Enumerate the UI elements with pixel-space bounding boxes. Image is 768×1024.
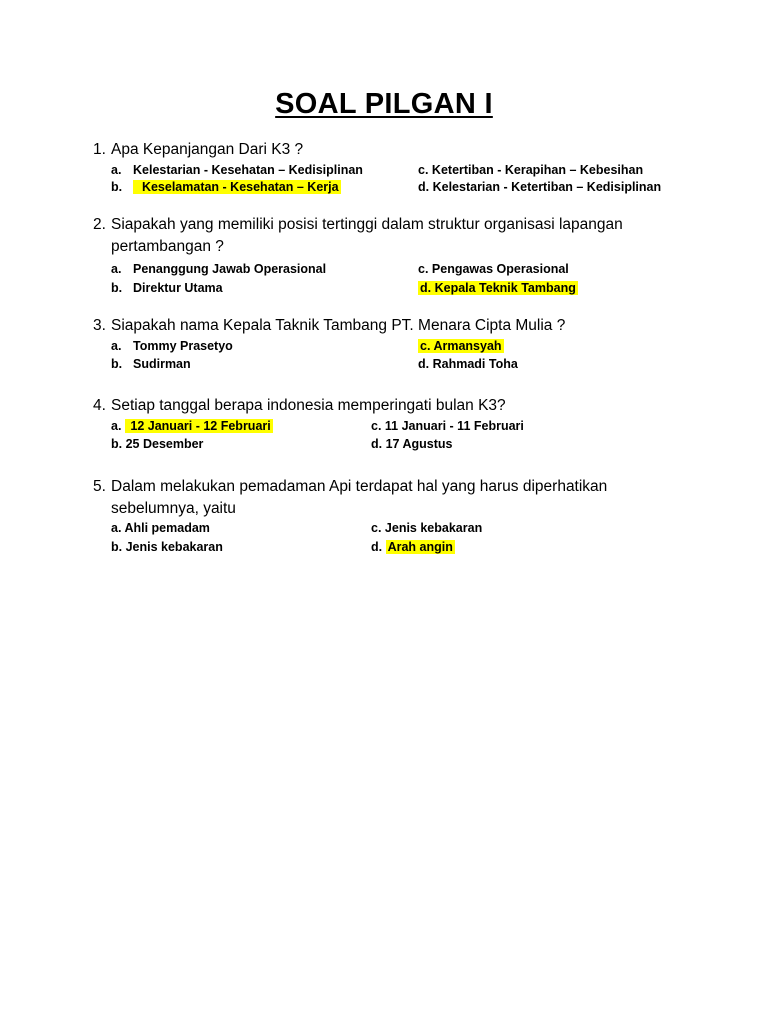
option-letter: b. [111, 180, 123, 194]
question-1 [93, 139, 673, 161]
option-text-highlighted: Kepala Teknik Tambang [434, 281, 576, 295]
option-letter: d. [420, 281, 432, 295]
question-5 [93, 476, 673, 520]
option-a [111, 520, 210, 536]
option-letter: c. [371, 419, 382, 433]
option-text: Rahmadi Toha [432, 357, 518, 371]
option-a [111, 338, 233, 354]
option-text: Penanggung Jawab Operasional [133, 262, 327, 276]
option-b [111, 539, 223, 555]
option-letter: a. [111, 163, 122, 177]
option-d [371, 436, 453, 452]
option-a [111, 261, 326, 277]
option-text: Sudirman [133, 357, 191, 371]
option-text: 11 Januari - 11 Februari [384, 419, 524, 433]
option-letter: c. [420, 339, 431, 353]
option-b [111, 179, 341, 195]
option-text: Kelestarian - Kesehatan – Kedisiplinan [133, 163, 363, 177]
option-d [418, 356, 518, 372]
option-d [371, 539, 455, 555]
option-letter: d. [418, 357, 430, 371]
option-c [418, 162, 643, 178]
option-letter: c. [371, 521, 382, 535]
question-number: 5. [93, 478, 106, 495]
question-number: 2. [93, 216, 106, 233]
question-4 [93, 395, 673, 417]
option-text: Tommy Prasetyo [133, 339, 233, 353]
option-a [111, 418, 273, 434]
question-text: Apa Kepanjangan Dari K3 ? [111, 141, 304, 158]
option-letter: a. [111, 339, 122, 353]
option-letter: b. [111, 437, 123, 451]
option-text: Ketertiban - Kerapihan – Kebesihan [431, 163, 644, 177]
question-number: 1. [93, 141, 106, 158]
option-letter: b. [111, 281, 123, 295]
option-text: Jenis kebakaran [384, 521, 483, 535]
option-b [111, 280, 223, 296]
option-letter: a. [111, 262, 122, 276]
question-2 [93, 214, 673, 258]
option-a [111, 162, 363, 178]
option-c [371, 418, 524, 434]
option-text: 17 Agustus [385, 437, 453, 451]
option-text-highlighted: 12 Januari - 12 Februari [126, 419, 271, 433]
option-d [418, 280, 578, 296]
option-b [111, 436, 203, 452]
question-text: Siapakah yang memiliki posisi tertinggi dalam struktur organisasi lapangan pertambangan ? [111, 216, 623, 255]
option-letter: a. [111, 521, 122, 535]
option-text-highlighted: Armansyah [433, 339, 502, 353]
option-text: Jenis kebakaran [125, 540, 223, 554]
option-b [111, 356, 191, 372]
option-c [418, 261, 569, 277]
question-text: Setiap tanggal berapa indonesia memperingati bulan K3? [111, 397, 506, 414]
option-d [418, 179, 661, 195]
question-number: 3. [93, 317, 106, 334]
option-letter: c. [418, 163, 429, 177]
option-letter: a. [111, 419, 122, 433]
option-letter: b. [111, 540, 123, 554]
option-text: Kelestarian - Ketertiban – Kedisiplinan [432, 180, 662, 194]
option-text-highlighted: Arah angin [387, 540, 453, 554]
option-c [418, 338, 504, 354]
question-text: Dalam melakukan pemadaman Api terdapat hal yang harus diperhatikan sebelumnya, yaitu [111, 478, 608, 517]
option-text: Direktur Utama [133, 281, 223, 295]
option-letter: c. [418, 262, 429, 276]
page-title: SOAL PILGAN I [275, 88, 493, 120]
option-text: Ahli pemadam [124, 521, 210, 535]
option-letter: d. [371, 437, 383, 451]
option-letter: b. [111, 357, 123, 371]
question-text: Siapakah nama Kepala Taknik Tambang PT. Menara Cipta Mulia ? [111, 317, 566, 334]
question-number: 4. [93, 397, 106, 414]
option-text: 25 Desember [125, 437, 204, 451]
question-3 [93, 315, 673, 337]
option-letter: d. [418, 180, 430, 194]
option-text-highlighted: Keselamatan - Kesehatan – Kerja [135, 180, 339, 194]
option-letter: d. [371, 540, 383, 554]
option-text: Pengawas Operasional [431, 262, 569, 276]
option-c [371, 520, 482, 536]
